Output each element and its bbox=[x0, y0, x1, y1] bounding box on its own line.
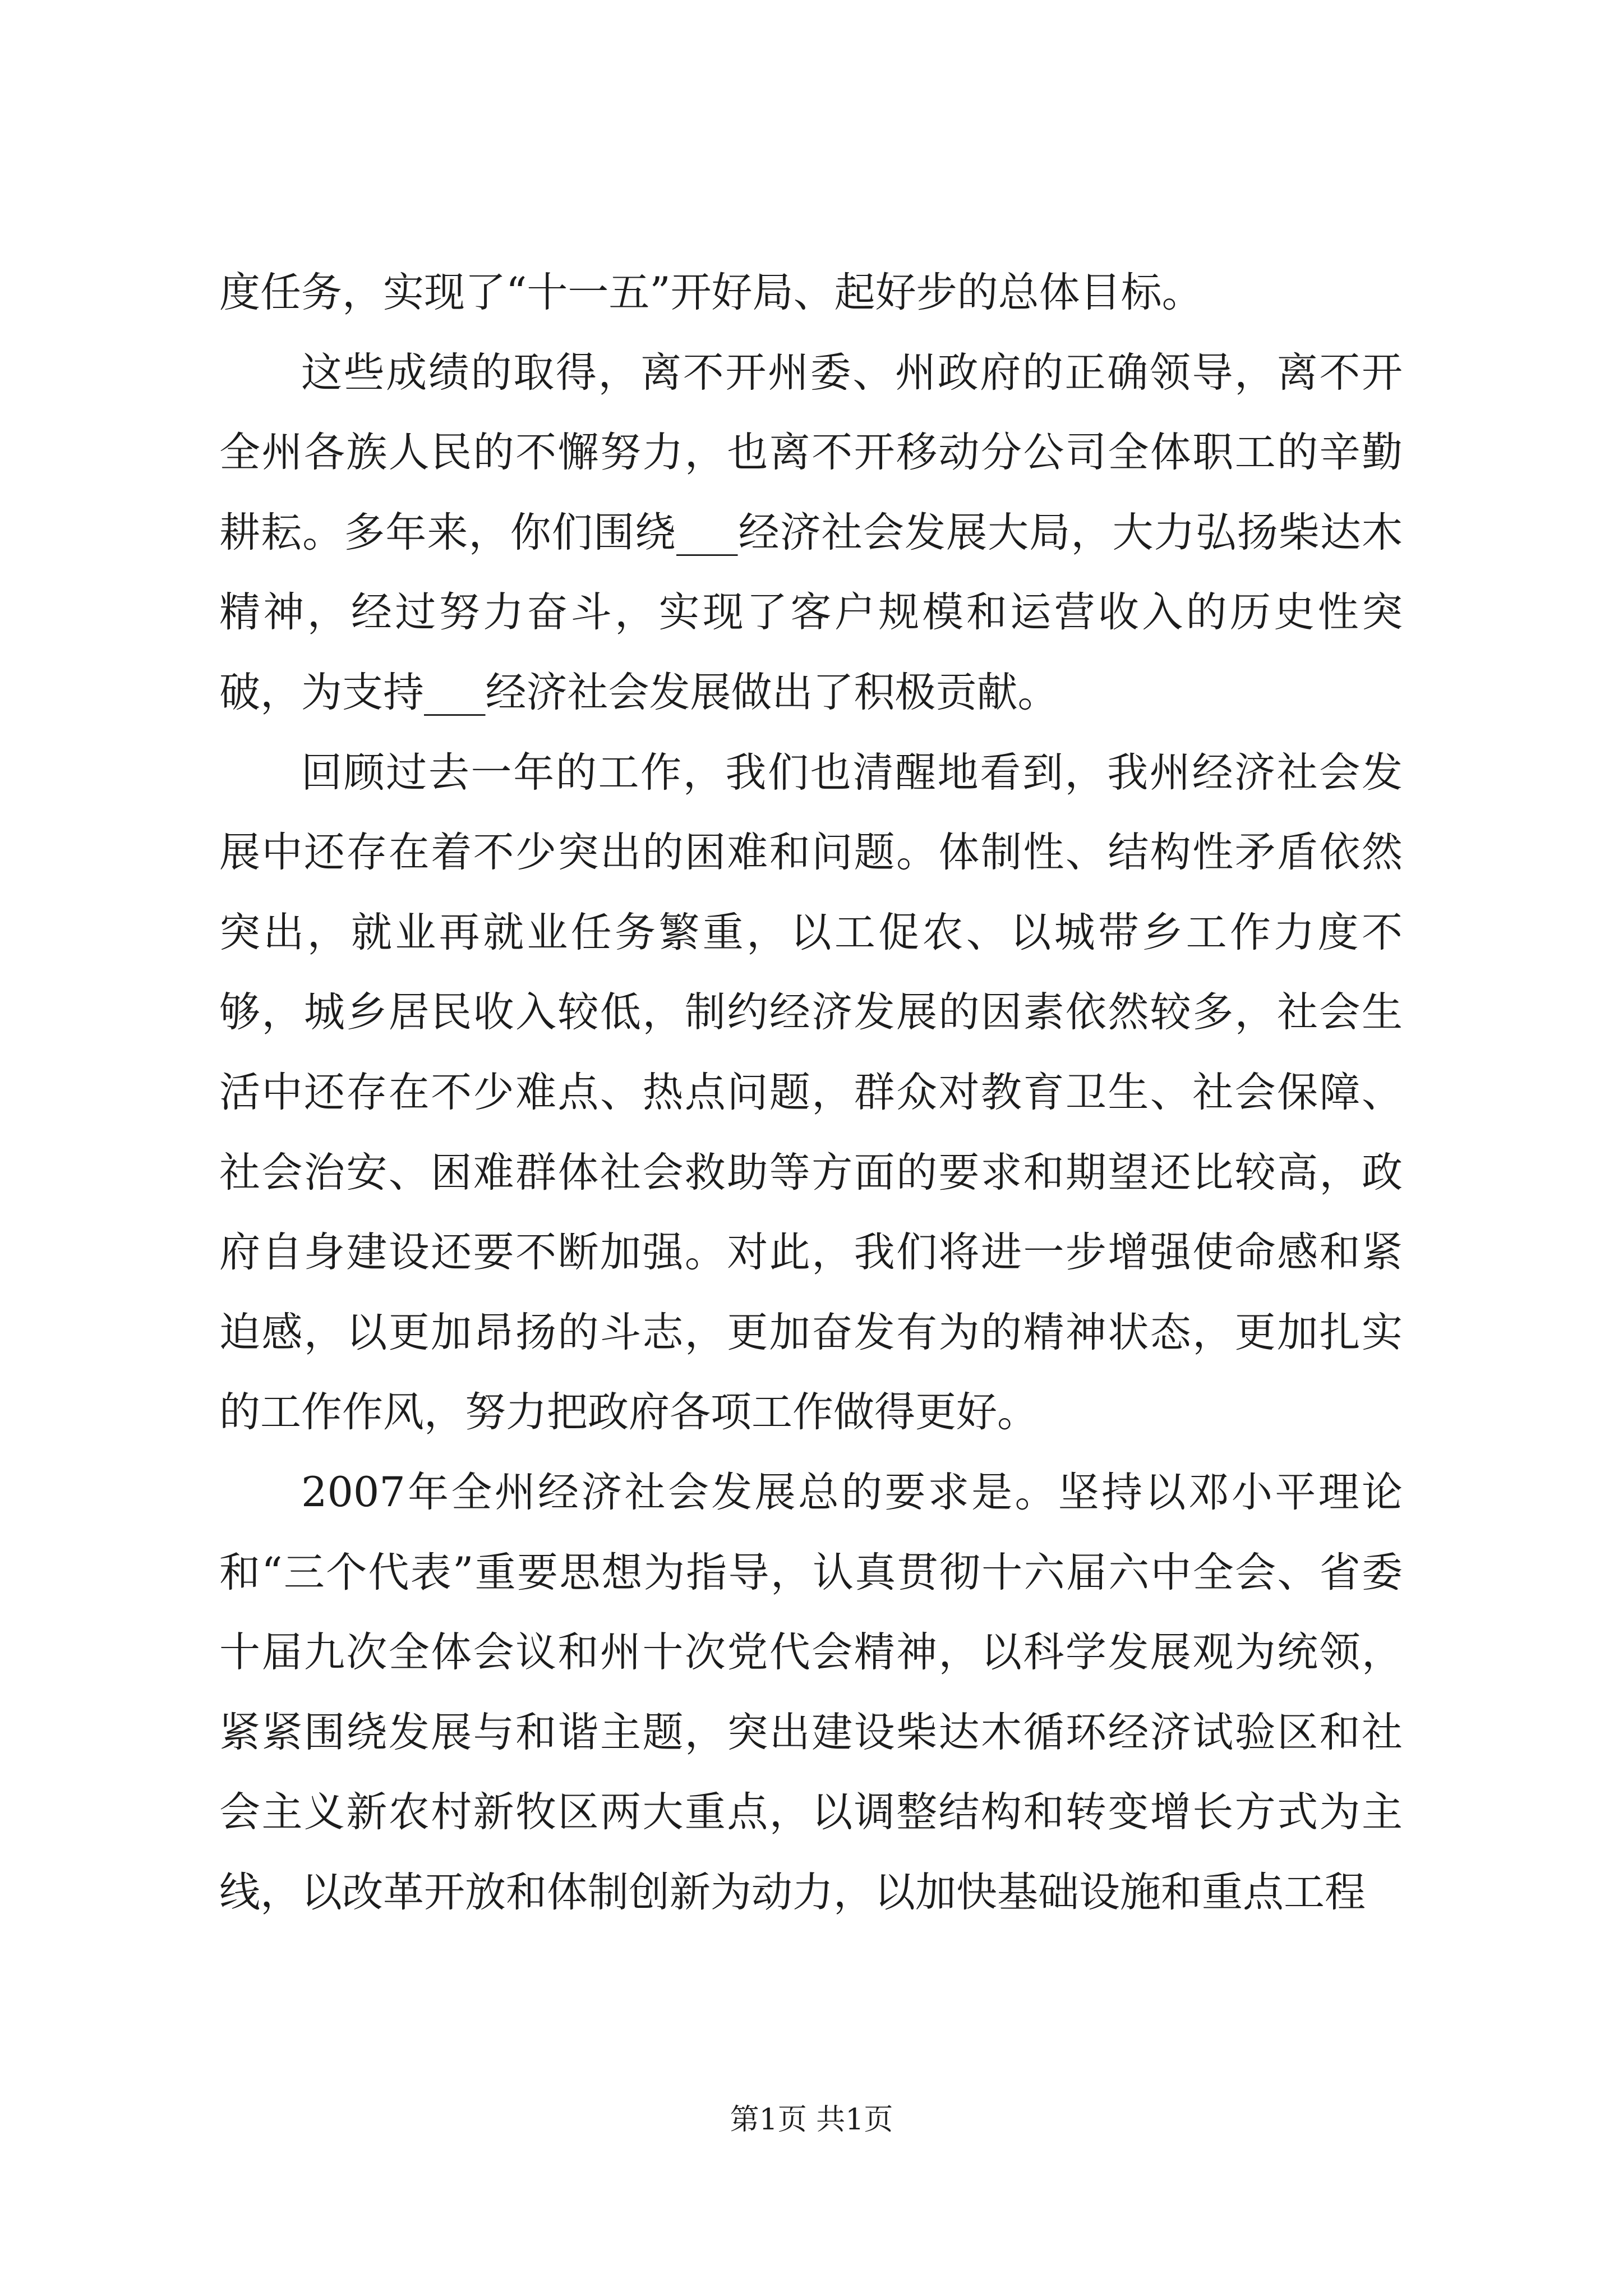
paragraph-2007-requirements: 2007年全州经济社会发展总的要求是。坚持以邓小平理论和“三个代表”重要思想为指导，认真贯彻十六届六中全会、省委十届九次全体会议和州十次党代会精神，以科学发展观为统领，紧紧围绕发展与和谐主题，突出建设柴达木循环经济试验区和社会主义新农村新牧区两大重点，以调整结构和转变增长方式为主线，以改革开放和体制创新为动力，以加快基础设施和重点工程 bbox=[219, 1468, 1403, 1916]
paragraph-achievements: 这些成绩的取得，离不开州委、州政府的正确领导，离不开全州各族人民的不懈努力，也离不开移动分公司全体职工的辛勤耕耘。多年来，你们围绕___经济社会发展大局，大力弘扬柴达木精神，经过努力奋斗，实现了客户规模和运营收入的历史性突破，为支持___经济社会发展做出了积极贡献。 bbox=[219, 348, 1403, 716]
paragraph-problems: 回顾过去一年的工作，我们也清醒地看到，我州经济社会发展中还存在着不少突出的困难和问题。体制性、结构性矛盾依然突出，就业再就业任务繁重，以工促农、以城带乡工作力度不够，城乡居民收入较低，制约经济发展的因素依然较多，社会生活中还存在不少难点、热点问题，群众对教育卫生、社会保障、社会治安、困难群体社会救助等方面的要求和期望还比较高，政府自身建设还要不断加强。对此，我们将进一步增强使命感和紧迫感，以更加昂扬的斗志，更加奋发有为的精神状态，更加扎实的工作作风，努力把政府各项工作做得更好。 bbox=[219, 748, 1403, 1437]
document-body bbox=[219, 253, 1403, 1932]
page-number-footer: 第1页 共1页 bbox=[730, 2103, 893, 2137]
paragraph-continuation: 度任务，实现了“十一五”开好局、起好步的总体目标。 bbox=[219, 269, 1203, 316]
